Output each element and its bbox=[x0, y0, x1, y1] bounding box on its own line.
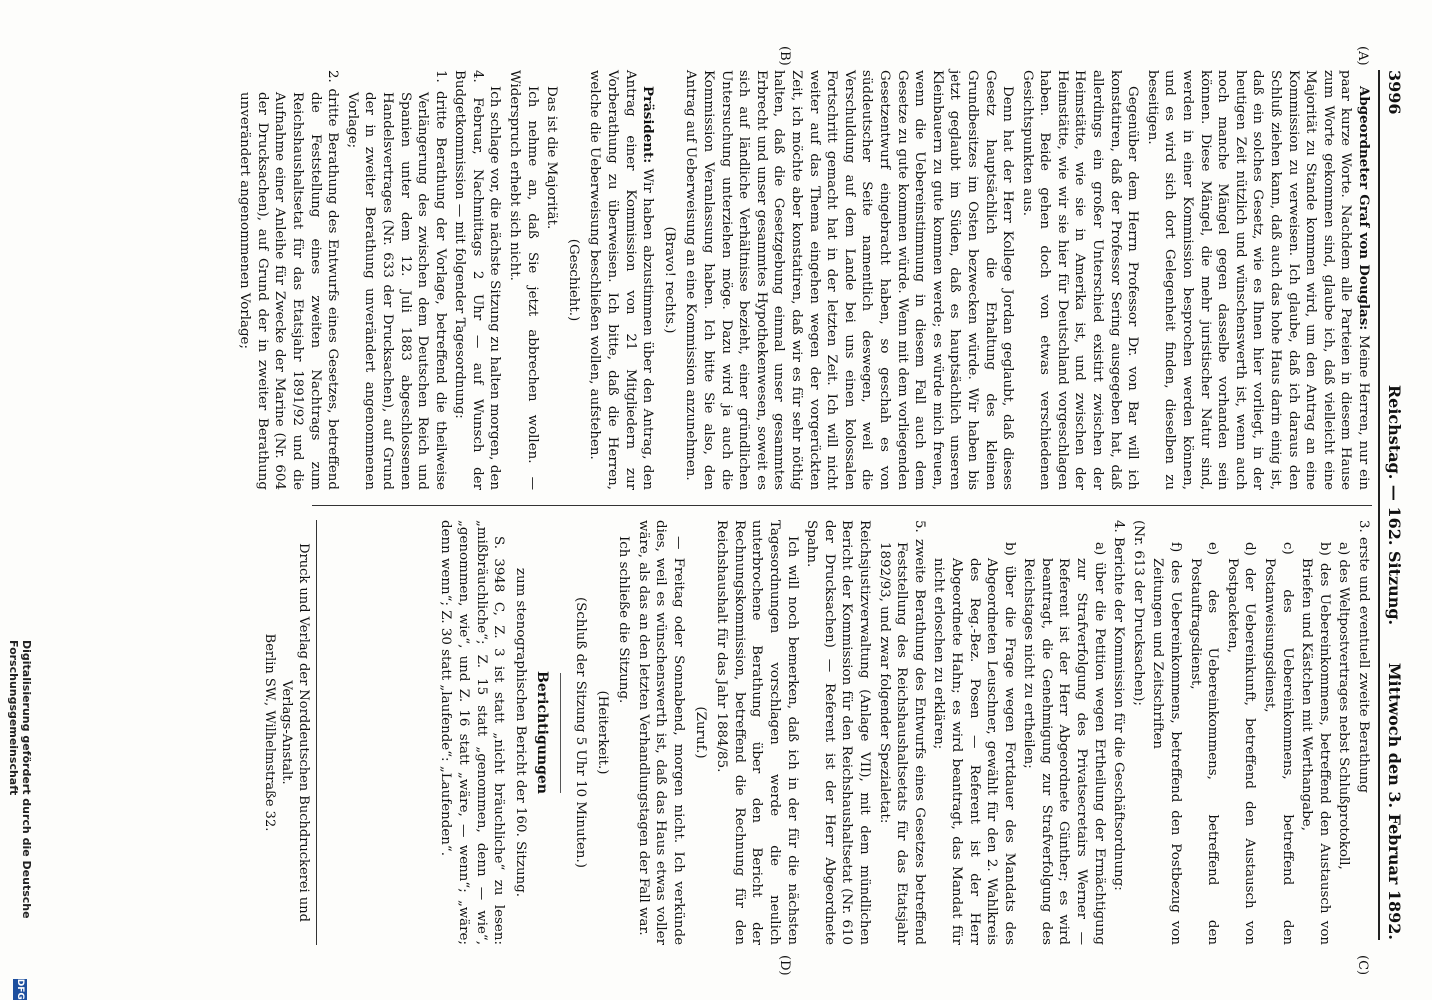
agenda-subitem: a) über die Petition wegen Ertheilung der Ermächtigung zur Strafverfolgung des Privatsecretairs Werner — Referent ist der Herr Abgeordnete Günther; es wird beantragt, die Genehmigung zur Strafverfolgung des Reichstages nicht zu ertheilen; bbox=[1021, 542, 1107, 945]
agenda-subitem: a) des Weltpostvertrages nebst Schlußprotokoll, bbox=[1336, 542, 1352, 870]
paragraph: Reichsjustizverwaltung (Anlage VII), mit dem mündlichen Bericht der Kommission für den Reichshaushaltsetat (Nr. 610 der Drucksachen) — Referent ist der Herr Abgeordnete Spahn. bbox=[804, 520, 872, 945]
column-divider bbox=[312, 505, 1372, 506]
paragraph bbox=[586, 70, 656, 490]
session-date: Mittwoch den 3. Februar 1892. bbox=[1385, 662, 1404, 940]
paragraph bbox=[506, 70, 541, 490]
paragraph-text: Ich nehme an, daß Sie jetzt abbrechen wollen. — Widerspruch erhebt sich nicht. bbox=[507, 70, 540, 490]
paragraph bbox=[634, 520, 687, 945]
dfg-logo: DFG bbox=[15, 978, 25, 1000]
paragraph-text: Meine Herren, nur ein paar kurze Worte. Nachdem alle Parteien in diesem Hause zum Worte gekommen sind, glaube ich, daß vielleicht eine Majorität zu Stande kommen wird, um den Antrag an eine Kommission zu verweisen. Ich glaube, daß ich daraus den Schluß ziehen kann, daß auch das hohe Haus darin einig ist, daß ein solches Gesetz, wie es Ihnen hier vorliegt, in der heutigen Zeit nützlich und wünschenswerth ist, wenn auch noch manche Mängel gegen dasselbe vorhanden sein können. Diese Mängel, die mehr juristischer Natur sind, werden in einer Kommission besprochen werden können, und es wird sich dort Gelegenheit finden, dieselben zu beseitigen. bbox=[1144, 70, 1371, 490]
paragraph bbox=[1018, 70, 1141, 490]
agenda-item: 1. dritte Berathung der Vorlage, betreffend die theilweise Verlängerung des zwischen dem Deutschen Reich und Spanien unter dem 12. Juli 1883 abgeschlossenen Handelsvertrages (Nr. 633 der Drucksachen), auf Grund der in zweiter Berathung unverändert angenommenen Vorlage; bbox=[344, 70, 448, 490]
paragraph-text: Das ist die Majorität. bbox=[544, 86, 560, 230]
footer-rule bbox=[316, 520, 317, 945]
digitization-text: Digitalisierung gefördert durch die Deutsche Forschungsgemeinschaft bbox=[7, 640, 33, 919]
agenda-subitem: e) des Uebereinkommens, betreffend den Postauftragsdienst, bbox=[1187, 542, 1221, 945]
paragraph-text: Wir haben abzustimmen über den Antrag, den Antrag einer Kommission von 21 Mitgliedern zur Vorberathung zu überweisen. Ich bitte, daß die Herren, welche die Ueberweisung beschließen wollen, aufstehen. bbox=[587, 70, 656, 490]
paragraph bbox=[713, 520, 801, 945]
speaker-name: Abgeordneter Graf von Douglas: bbox=[1356, 86, 1372, 331]
paragraph bbox=[543, 70, 561, 490]
paragraph-text: Denn hat der Herr Kollege Jordan geglaubt, daß dieses Gesetz hauptsächlich die Erhaltung des kleinen Grundbesitzes im Osten bezwecken würde. Wir haben bis jetzt geglaubt im Süden, daß es hauptsächlich unseren Kleinbauern zu gute kommen werde; es würde mich freuen, wenn die Uebereinstimmung in diesem Fall auch dem Gesetze zu gute kommen würde. Wenn mit dem vorliegenden Gesetzentwurf eingebracht haben, so geschah es von süddeutscher Seite namentlich deswegen, weil die Verschuldung auf dem Lande bei uns einen kolossalen Fortschritt gemacht hat in der letzten Zeit. Ich will nicht weiter auf das Thema eingehen wegen der vorgerückten Zeit, ich möchte aber konstatiren, daß wir es für sehr nöthig halten, daß die Gesetzgebung einmal unser gesammtes Erbrecht und unser gesammtes Hypothekenwesen, soweit es sich auf ländliche Verhältnisse bezieht, einer gründlichen Untersuchung unterziehen möge. Dazu wird ja auch die Kommission Veranlassung haben. Ich bitte Sie also, den Antrag auf Ueberweisung an eine Kommission anzunehmen. bbox=[683, 70, 1016, 490]
stage-direction: zum stenographischen Bericht der 160. Sitzung. bbox=[512, 567, 528, 898]
paragraph-text: S. 3948 C, Z. 3 ist statt „nicht bräuchliche“ zu lesen: „mißbräuchliche“; Z. 15 statt „genommen, denn — wie“, „genommen, wie“, und Z. 16 statt „wäre, — wenn“; „wäre; denn wenn“; Z. 30 statt „laufende“: „Laufenden“. bbox=[438, 520, 507, 945]
stage-direction: (Heiterkeit.) bbox=[594, 690, 610, 775]
agenda-subitem: b) des Uebereinkommens, betreffend den Austausch von Briefen und Kästchen mit Werthangabe, bbox=[1299, 542, 1332, 945]
stage-direction: (Zuruf.) bbox=[692, 706, 708, 759]
paragraph-text: Ich will noch bemerken, daß ich in der für die nächsten Tagesordnungen vorschlagen werde die neulich unterbrochene Berathung über den Bericht der Rechnungskommission, betreffend die Rechnung für den Reichshaushalt für das Jahr 1884/85. bbox=[714, 520, 800, 945]
header-rule bbox=[1378, 70, 1380, 940]
session-title: Reichstag. — 162. Sitzung. bbox=[1385, 384, 1404, 626]
paragraph: (Nr. 613 der Drucksachen); bbox=[1130, 520, 1146, 706]
agenda-item: 2. dritte Berathung des Entwurfs eines Gesetzes, betreffend die Feststellung eines zweiten Nachtrags zum Reichshaushaltsetat für das Etatsjahr 1891/92 und die Aufnahme einer Anleihe für Zwecke der Marine (Nr. 604 der Drucksachen), auf Grund der in zweiter Berathung unverändert angenommenen Vorlage; bbox=[237, 70, 341, 490]
margin-mark-c: (C) bbox=[1355, 955, 1370, 976]
stage-direction: (Geschieht.) bbox=[565, 238, 581, 322]
paragraph-text: — Freitag oder Sonnabend, morgen nicht. Ich verkünde dies, weil es wünschenswerth ist, daß das Haus etwas voller wäre, als das an den letzten Verhandlungstagen der Fall war. bbox=[635, 520, 687, 945]
page-number: 3996 bbox=[1385, 70, 1404, 115]
imprint-line-1: Druck und Verlag der Norddeutschen Buchdruckerei und Verlags-Anstalt. bbox=[279, 543, 311, 922]
margin-mark-d: (D) bbox=[777, 955, 792, 976]
agenda-item: 4. Berichte der Kommission für die Geschäftsordnung: bbox=[1111, 520, 1127, 891]
paragraph-text: Gegenüber dem Herrn Professor Dr. von Bar will ich konstatiren, daß der Professor Sering ausgegeben hat, daß allerdings ein großer Unterschied existirt zwischen der Heimstätte, wie sie in Amerika ist, und zwischen der Heimstätte, wie wir sie hier für Deutschland vorgeschlagen haben. Beide gehen doch von etwas verschiedenen Gesichtspunkten aus. bbox=[1019, 70, 1141, 490]
agenda-item: 3. erste und eventuell zweite Berathung bbox=[1356, 520, 1371, 793]
left-column bbox=[234, 70, 1372, 490]
agenda-subitem: d) der Uebereinkunft, betreffend den Austausch von Postpacketen, bbox=[1224, 542, 1258, 945]
agenda-item: 5. zweite Berathung des Entwurfs eines Gesetzes betreffend Feststellung des Reichshaushaltsetats für das Etatsjahr 1892/93, und zwar folgender Spezialetat: bbox=[876, 520, 927, 945]
page-header bbox=[1382, 70, 1404, 940]
paragraph bbox=[615, 520, 633, 945]
paragraph-text: Ich schlage vor, die nächste Sitzung zu halten morgen, den 4. Februar, Nachmittags 2 Uhr — auf Wunsch der Budgetkommission — mit folgender Tagesordnung: bbox=[452, 70, 503, 490]
stage-direction: (Bravo! rechts.) bbox=[661, 226, 677, 334]
margin-mark-b: (B) bbox=[777, 46, 792, 66]
agenda-subitem: f) des Uebereinkommens, betreffend den Postbezug von Zeitungen und Zeitschriften bbox=[1150, 542, 1184, 945]
section-heading: Berichtigungen bbox=[534, 671, 551, 794]
paragraph bbox=[682, 70, 1016, 490]
paragraph bbox=[1143, 70, 1372, 490]
paragraph bbox=[437, 520, 507, 945]
margin-mark-a: (A) bbox=[1355, 46, 1370, 66]
separator-rule bbox=[560, 673, 561, 793]
stage-direction: (Schluß der Sitzung 5 Uhr 10 Minuten.) bbox=[573, 596, 589, 869]
paragraph-text: Ich schließe die Sitzung. bbox=[616, 536, 632, 704]
right-column bbox=[435, 520, 1372, 945]
agenda-subitem: b) über die Frage wegen Fortdauer des Mandats des Abgeordneten Leuschner, gewählt für den 2. Wahlkreis des Reg.-Bez. Posen — Referent ist der Herr Abgeordnete Hahn; es wird beantragt, das Mandat für nicht erloschen zu erklären; bbox=[931, 542, 1017, 945]
imprint bbox=[261, 520, 312, 945]
paragraph bbox=[451, 70, 504, 490]
imprint-line-2: Berlin SW., Wilhelmstraße 32. bbox=[262, 633, 277, 832]
speaker-name: Präsident: bbox=[640, 86, 657, 164]
agenda-subitem: c) des Uebereinkommens, betreffend den Postanweisungsdienst, bbox=[1262, 542, 1295, 945]
digitization-note bbox=[8, 640, 32, 1000]
